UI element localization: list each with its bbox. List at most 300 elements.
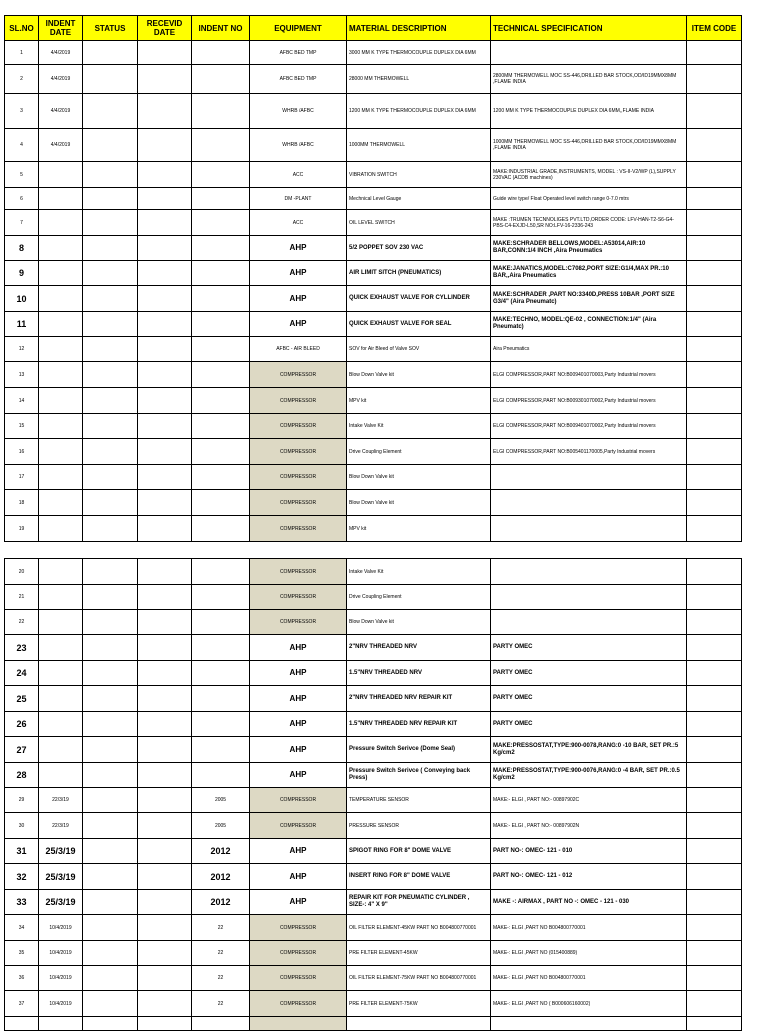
cell-material-description: Blow Down Valve kit [347,490,491,516]
cell-material-description: 1200 MM K TYPE THERMOCOUPLE DUPLEX DIA 6MM [347,94,491,129]
cell-indent-no [192,41,250,65]
cell-equipment: COMPRESSOR [250,610,347,635]
cell-status [83,516,138,542]
cell-technical-specification [491,610,687,635]
cell-received-date [138,129,192,162]
table-row [5,585,742,610]
cell-received-date [138,941,192,966]
cell-status [83,712,138,737]
cell-status [83,188,138,210]
cell-material-description: 1000MM THERMOWELL [347,129,491,162]
cell-item-code [687,162,742,188]
table-row [5,162,742,188]
cell-technical-specification [491,516,687,542]
cell-indent-date [39,661,83,686]
cell-equipment: AHP [250,712,347,737]
cell-material-description: Pressure Switch Serivce (Dome Seal) [347,737,491,763]
table-row [5,915,742,941]
table-row [5,210,742,236]
cell-material-description: MPV kit [347,516,491,542]
cell-material-description: SOV for Air Bleed of Valve SOV [347,337,491,362]
cell-received-date [138,312,192,337]
cell-received-date [138,585,192,610]
cell-indent-no [192,610,250,635]
cell-status [83,312,138,337]
cell-equipment: COMPRESSOR [250,414,347,439]
cell-material-description: 1.5"NRV THREADED NRV [347,661,491,686]
cell-indent-no [192,661,250,686]
cell-status [83,129,138,162]
cell-item-code [687,839,742,864]
cell-item-code [687,362,742,388]
cell-sl-no: 3 [5,94,39,129]
cell-sl-no: 34 [5,915,39,941]
cell-indent-no [192,236,250,261]
cell-item-code [687,236,742,261]
cell-indent-no: 22 [192,966,250,991]
cell-indent-date [39,188,83,210]
cell-material-description: OIL FILTER ELEMENT-45KW PART NO B004800770001 [347,915,491,941]
cell-status [83,966,138,991]
cell-item-code [687,516,742,542]
table-row [5,966,742,991]
cell-received-date [138,661,192,686]
cell-item-code [687,686,742,712]
cell-equipment: WHRB /AFBC [250,94,347,129]
cell-technical-specification: MAKE :TRUMEN TECNNOLIGES PVT.LTD,ORDER CODE: LFV-HAN-T2-S6-G4-PBS-C4-EXJD-L50,SR NO:LFV-16-2336-243 [491,210,687,236]
cell-material-description: MPV kit [347,388,491,414]
col-header-equipment: EQUIPMENT [250,16,347,41]
cell-technical-specification: MAKE:SCHRADER BELLOWS,MODEL:A53014,AIR:10 BAR,CONN:1/4 INCH ,Aira Pneumatics [491,236,687,261]
cell-item-code [687,414,742,439]
cell-equipment: COMPRESSOR [250,915,347,941]
cell-indent-no [192,686,250,712]
cell-material-description: Mechnical Level Gauge [347,188,491,210]
cell-item-code [687,585,742,610]
cell-item-code [687,210,742,236]
cell-indent-date: 25/3/19 [39,839,83,864]
cell-received-date [138,915,192,941]
cell-equipment: COMPRESSOR [250,966,347,991]
cell-received-date [138,65,192,94]
cell-item-code [687,490,742,516]
cell-material-description: PRESSURE SENSOR [347,813,491,839]
cell-indent-no [192,712,250,737]
cell-equipment: AHP [250,737,347,763]
cell-technical-specification: Aira Pneumatics [491,337,687,362]
cell-technical-specification: 1200 MM K TYPE THERMOCOUPLE DUPLEX DIA 6MM,,FLAME INDIA [491,94,687,129]
cell-sl-no: 26 [5,712,39,737]
cell-material-description: Intake Valve Kit [347,559,491,585]
cell-technical-specification: MAKE:TECHNO, MODEL:QE-02 , CONNECTION:1/4" (Aira Pneumatc) [491,312,687,337]
cell-indent-no: 2012 [192,839,250,864]
cell-material-description: 2"NRV THREADED NRV REPAIR KIT [347,686,491,712]
cell-indent-date [39,236,83,261]
cell-equipment: AFBC BED TMP [250,65,347,94]
cell-equipment: AHP [250,763,347,788]
cell-sl-no: 5 [5,162,39,188]
cell-material-description: Drive Coupling Element [347,439,491,465]
cell-indent-no: 2012 [192,890,250,915]
cell-received-date [138,516,192,542]
cell-equipment: AHP [250,261,347,286]
cell-status [83,261,138,286]
table-row [5,337,742,362]
cell-status [83,490,138,516]
cell-equipment: COMPRESSOR [250,388,347,414]
indent-table-page-2 [4,558,742,1031]
cell-equipment: COMPRESSOR [250,941,347,966]
cell-received-date [138,490,192,516]
cell-equipment: AFBC - AIR BLEED [250,337,347,362]
cell-sl-no: 4 [5,129,39,162]
cell-indent-date [39,439,83,465]
table-row [5,414,742,439]
cell-sl-no: 22 [5,610,39,635]
cell-indent-date: 4/4/2019 [39,94,83,129]
cell-indent-no [192,210,250,236]
cell-item-code [687,915,742,941]
cell-equipment: WHRB /AFBC [250,129,347,162]
cell-material-description: INSERT RING FOR 8" DOME VALVE [347,864,491,890]
table-row [5,65,742,94]
cell-received-date [138,439,192,465]
cell-indent-no [192,129,250,162]
cell-material-description: Blow Down Valve kit [347,362,491,388]
cell-item-code [687,610,742,635]
cell-material-description: 5/2 POPPET SOV 230 VAC [347,236,491,261]
table-row [5,129,742,162]
cell-indent-date: 10/4/2019 [39,966,83,991]
cell-equipment: AHP [250,890,347,915]
table-row [5,737,742,763]
cell-technical-specification: ELGI COMPRESSOR,PART NO:B009301070002,Party Industrial movers [491,388,687,414]
cell-status [83,465,138,490]
col-header-received-date: RECEVID DATE [138,16,192,41]
cell-technical-specification: MAKE:INDUSTRIAL GRADE,INSTRUMENTS, MODEL : VS-II-V2/WP (L),SUPPLY 230VAC (ACDB machines) [491,162,687,188]
table-row [5,439,742,465]
cell-material-description: Drive Coupling Element [347,585,491,610]
cell-sl-no: 2 [5,65,39,94]
cell-indent-date [39,210,83,236]
cell-status [83,337,138,362]
table-body-page-2 [5,559,742,1031]
cell-item-code [687,439,742,465]
cell-indent-no [192,337,250,362]
cell-status [83,94,138,129]
cell-received-date [138,686,192,712]
cell-sl-no: 1 [5,41,39,65]
cell-status [83,890,138,915]
cell-equipment: AHP [250,635,347,661]
table-row [5,686,742,712]
cell-received-date [138,610,192,635]
cell-indent-date [39,686,83,712]
cell-technical-specification: PARTY OMEC [491,635,687,661]
cell-technical-specification: 2800MM THERMOWELL MOC SS-446,DRILLED BAR STOCK,OD/ID19MMX8MM ,FLAME INDIA [491,65,687,94]
cell-received-date [138,635,192,661]
cell-status [83,839,138,864]
cell-indent-date [39,737,83,763]
cell-sl-no: 31 [5,839,39,864]
cell-technical-specification: ELGI COMPRESSOR,PART NO:B005401170005,Party Industrial movers [491,439,687,465]
cell-equipment: COMPRESSOR [250,465,347,490]
cell-received-date [138,788,192,813]
cell-material-description: 28000 MM THERMOWELL [347,65,491,94]
cell-sl-no: 14 [5,388,39,414]
table-row [5,490,742,516]
cell-indent-date: 22/3/19 [39,813,83,839]
indent-table-page-1 [4,15,742,542]
cell-item-code [687,286,742,312]
col-header-status: STATUS [83,16,138,41]
cell-indent-no [192,188,250,210]
col-header-item-code: ITEM CODE [687,16,742,41]
cell-indent-no [192,388,250,414]
cell-item-code [687,966,742,991]
cell-received-date [138,337,192,362]
cell-received-date [138,966,192,991]
cell-technical-specification: MAKE -: AIRMAX , PART NO -: OMEC - 121 - 030 [491,890,687,915]
cell-material-description: 1.5"NRV THREADED NRV REPAIR KIT [347,712,491,737]
cell-sl-no: 33 [5,890,39,915]
cell-status [83,388,138,414]
col-header-technical-specification: TECHNICAL SPECIFICATION [491,16,687,41]
table-row [5,286,742,312]
cell-technical-specification: MAKE:- ELGI , PART NO:- 00897902N [491,813,687,839]
page-break [0,543,768,558]
cell-sl-no: 37 [5,991,39,1017]
cell-indent-date: 25/3/19 [39,890,83,915]
cell-indent-no [192,261,250,286]
cell-item-code [687,788,742,813]
cell-indent-date [39,362,83,388]
cell-equipment: ACC [250,210,347,236]
cell-indent-date [39,286,83,312]
cell-sl-no: 24 [5,661,39,686]
cell-indent-no [192,362,250,388]
cell-received-date [138,414,192,439]
cell-status [83,813,138,839]
table-body-page-1 [5,41,742,542]
cell-received-date [138,286,192,312]
cell-technical-specification: PARTY OMEC [491,686,687,712]
cell-status [83,41,138,65]
cell-material-description: REPAIR KIT FOR PNEUMATIC CYLINDER , SIZE-: 4" X 9" [347,890,491,915]
cell-received-date [138,737,192,763]
cell-status [83,661,138,686]
cell-status [83,236,138,261]
cell-material-description: Intake Valve Kit [347,414,491,439]
cell-material-description: Pressure Switch Serivce ( Conveying back Press) [347,763,491,788]
cell-indent-date: 25/3/19 [39,864,83,890]
cell-status [83,686,138,712]
cell-indent-date [39,465,83,490]
cell-technical-specification: ELGI COMPRESSOR,PART NO:B009401070003,Party Industrial movers [491,362,687,388]
cell-indent-no: 2005 [192,788,250,813]
cell-indent-date [39,261,83,286]
cell-indent-no: 22 [192,941,250,966]
cell-material-description: 2"NRV THREADED NRV [347,635,491,661]
cell-technical-specification: ELGI COMPRESSOR,PART NO:B009401070002,Party Industrial movers [491,414,687,439]
cell-received-date [138,465,192,490]
cell-technical-specification: MAKE:SCHRADER ,PART NO:3340D,PRESS 10BAR ,PORT SIZE G3/4" (Aira Pneumatc) [491,286,687,312]
cell-indent-date [39,388,83,414]
table-row [5,712,742,737]
cell-received-date [138,94,192,129]
table-row [5,661,742,686]
cell-equipment: AHP [250,839,347,864]
cell-received-date [138,890,192,915]
cell-item-code [687,94,742,129]
cell-material-description: TEMPERATURE SENSOR [347,788,491,813]
cell-received-date [138,839,192,864]
col-header-sl-no: SL.NO [5,16,39,41]
cell-status [83,362,138,388]
cell-technical-specification: MAKE-: ELGI ,PART NO (015400889) [491,941,687,966]
cell-equipment: AHP [250,864,347,890]
cell-indent-no [192,737,250,763]
cell-sl-no: 35 [5,941,39,966]
table-row [5,788,742,813]
cell-item-code [687,41,742,65]
cell-received-date [138,162,192,188]
cell-received-date [138,559,192,585]
table-row [5,839,742,864]
table-row [5,188,742,210]
cell-indent-no [192,414,250,439]
cell-equipment: AHP [250,661,347,686]
cell-technical-specification: MAKE:PRESSOSTAT,TYPE:900-0076,RANG:0 -4 BAR, SET PR.:0.5 Kg/cm2 [491,763,687,788]
cell-equipment: AHP [250,286,347,312]
cell-indent-date: 4/4/2019 [39,65,83,94]
cell-status [83,210,138,236]
cell-equipment: COMPRESSOR [250,362,347,388]
cell-received-date [138,763,192,788]
cell-received-date [138,236,192,261]
cell-sl-no: 36 [5,966,39,991]
cell-material-description: QUICK EXHAUST VALVE FOR CYLLINDER [347,286,491,312]
cell-status [83,864,138,890]
cell-indent-no [192,585,250,610]
cell-item-code [687,864,742,890]
cell-received-date [138,813,192,839]
cell-status [83,915,138,941]
cell-equipment: COMPRESSOR [250,516,347,542]
cell-material-description: PRE FILTER ELEMENT-45KW [347,941,491,966]
cell-sl-no: 13 [5,362,39,388]
cell-technical-specification: MAKE:PRESSOSTAT,TYPE:900-0078,RANG:0 -10 BAR, SET PR.:5 Kg/cm2 [491,737,687,763]
cell-equipment: AHP [250,236,347,261]
cell-received-date [138,362,192,388]
cell-technical-specification: Guide wire type/ Float Operated level switch range 0-7.0 mtrs [491,188,687,210]
cell-indent-date [39,414,83,439]
cell-technical-specification [491,41,687,65]
cell-item-code [687,763,742,788]
table-row [5,312,742,337]
cell-technical-specification: MAKE-: ELGI ,PART NO B004800770001 [491,966,687,991]
cell-received-date [138,188,192,210]
cell-indent-date [39,559,83,585]
cell-indent-no [192,94,250,129]
cell-status [83,737,138,763]
cell-indent-no: 2012 [192,864,250,890]
cell-material-description: Blow Down Valve kit [347,465,491,490]
cell-indent-no [192,162,250,188]
cell-sl-no: 27 [5,737,39,763]
cell-sl-no: 6 [5,188,39,210]
cell-technical-specification: MAKE:- ELGI , PART NO:- 00897902C [491,788,687,813]
cell-equipment: COMPRESSOR [250,490,347,516]
cell-material-description: AIR LIMIT SITCH (PNEUMATICS) [347,261,491,286]
cell-material-description: VIBRATION SWITCH [347,162,491,188]
cell-technical-specification: PARTY OMEC [491,661,687,686]
cell-material-description: OIL FILTER ELEMENT-75KW PART NO B004800770001 [347,966,491,991]
table-row [5,41,742,65]
cell-indent-no [192,559,250,585]
cell-indent-no: 22 [192,915,250,941]
cell-status [83,788,138,813]
cell-item-code [687,559,742,585]
cell-sl-no: 18 [5,490,39,516]
cell-technical-specification: PARTY OMEC [491,712,687,737]
col-header-indent-date: INDENT DATE [39,16,83,41]
cell-item-code [687,337,742,362]
cell-sl-no: 7 [5,210,39,236]
cell-equipment: AHP [250,312,347,337]
table-row [5,763,742,788]
cell-indent-date: 4/4/2019 [39,41,83,65]
cell-technical-specification: PART NO-: OMEC- 121 - 010 [491,839,687,864]
cell-indent-no [192,65,250,94]
cell-indent-date [39,490,83,516]
cell-item-code [687,737,742,763]
cell-received-date [138,41,192,65]
cell-item-code [687,312,742,337]
cell-status [83,65,138,94]
cell-sl-no: 32 [5,864,39,890]
cell-technical-specification: MAKE:JANATICS,MODEL:C7082,PORT SIZE:G1/4,MAX PR.:10 BAR,,Aira Pneumatics [491,261,687,286]
cell-material-description: Blow Down Valve kit [347,610,491,635]
cell-sl-no: 11 [5,312,39,337]
cell-sl-no: 25 [5,686,39,712]
cell-sl-no: 21 [5,585,39,610]
cell-indent-no [192,516,250,542]
table-row [5,94,742,129]
cell-received-date [138,210,192,236]
cell-technical-specification: PART NO-: OMEC- 121 - 012 [491,864,687,890]
cell-item-code [687,188,742,210]
cell-item-code [687,65,742,94]
header-row [5,16,742,41]
cell-indent-date [39,516,83,542]
cell-indent-date: 22/3/19 [39,788,83,813]
cell-status [83,286,138,312]
cell-sl-no: 29 [5,788,39,813]
cell-sl-no: 20 [5,559,39,585]
cell-technical-specification [491,585,687,610]
cell-technical-specification [491,559,687,585]
cell-received-date [138,388,192,414]
cell-indent-date [39,712,83,737]
table-row [5,362,742,388]
cell-sl-no: 17 [5,465,39,490]
cell-equipment: DM -PLANT [250,188,347,210]
table-row [5,610,742,635]
cell-material-description: 3000 MM K TYPE THERMOCOUPLE DUPLEX DIA 6MM [347,41,491,65]
cell-sl-no: 30 [5,813,39,839]
cell-indent-date: 4/4/2019 [39,129,83,162]
